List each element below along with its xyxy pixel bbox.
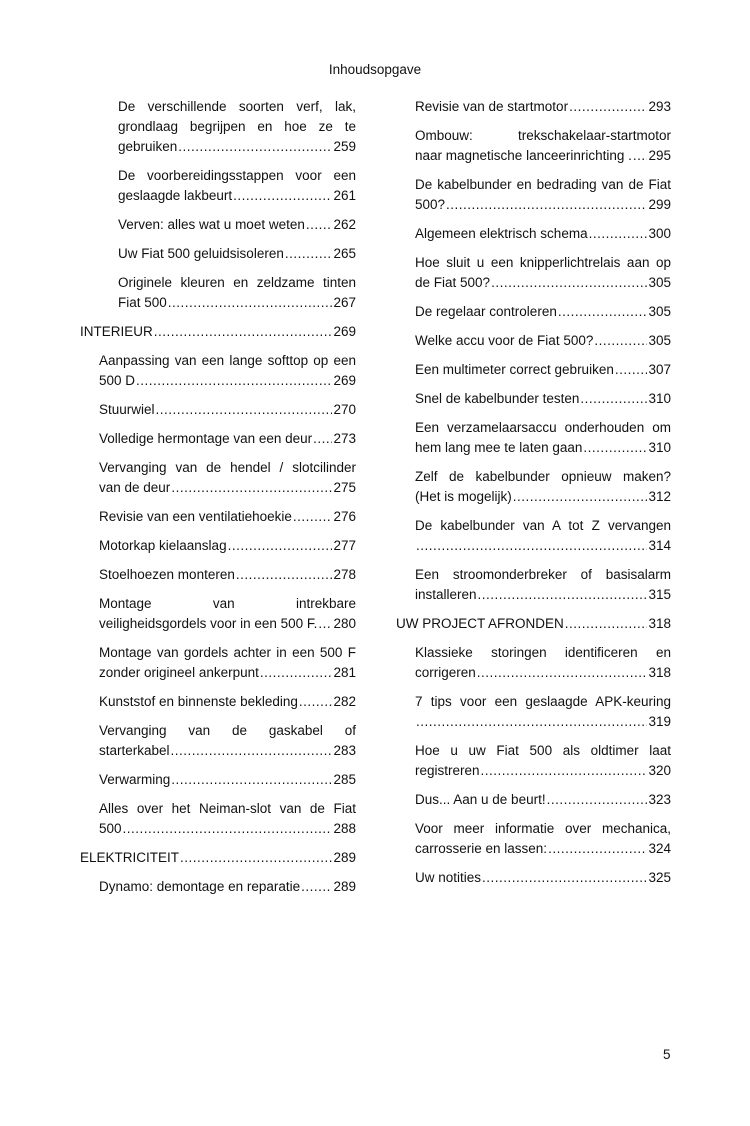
toc-entry-title-line: Een verzamelaarsaccu onderhouden om: [415, 420, 671, 435]
dot-leader: [477, 663, 648, 683]
toc-entry-title-line: Klassieke storingen identificeren en: [415, 645, 671, 660]
dot-leader: [416, 712, 647, 732]
toc-entry: [80, 721, 356, 761]
toc-entry-title: Dynamo: demontage en reparatie: [99, 879, 301, 894]
toc-entry-title: ELEKTRICITEIT: [80, 850, 180, 865]
toc-entry-title: de Fiat 500?: [415, 275, 491, 290]
toc-entry: [396, 126, 671, 166]
toc-right-column: [396, 97, 671, 897]
toc-entry: [396, 643, 671, 683]
dot-leader: [594, 331, 647, 351]
toc-entry-page: 289: [333, 850, 356, 865]
toc-entry-title: 500: [99, 821, 122, 836]
toc-entry-title: veiligheidsgordels voor in een 500 F.: [99, 616, 318, 631]
toc-entry: [80, 799, 356, 839]
toc-entry-title-line: Voor meer informatie over mechanica,: [415, 821, 671, 836]
toc-entry-title-line: De kabelbunder van A tot Z vervangen: [415, 518, 671, 533]
toc-entry-page: 285: [333, 772, 356, 787]
toc-entry-title: 500 D: [99, 373, 136, 388]
toc-entry-title: De regelaar controleren: [415, 304, 557, 319]
toc-entry-title-line: Originele kleuren en zeldzame tinten: [118, 275, 356, 290]
toc-entry-title-line: Zelf de kabelbunder opnieuw maken?: [415, 469, 671, 484]
dot-leader: [481, 761, 648, 781]
toc-entry-page: 262: [333, 217, 356, 232]
toc-entry: [396, 224, 671, 244]
toc-entry: [396, 302, 671, 322]
toc-entry: [80, 692, 356, 712]
toc-entry-page: 315: [648, 587, 671, 602]
toc-entry: [80, 458, 356, 498]
toc-entry-title: registreren: [415, 763, 480, 778]
dot-leader: [318, 614, 332, 634]
dot-leader: [260, 663, 333, 683]
dot-leader: [301, 877, 332, 897]
toc-entry-title: Fiat 500: [118, 295, 167, 310]
dot-leader: [416, 536, 647, 556]
toc-entry: [80, 351, 356, 391]
toc-entry-page: 305: [648, 275, 671, 290]
dot-leader: [233, 186, 332, 206]
toc-entry-title: starterkabel: [99, 743, 170, 758]
toc-entry-title: Welke accu voor de Fiat 500?: [415, 333, 594, 348]
toc-entry-title-line: Ombouw: trekschakelaar-startmotor: [415, 128, 671, 143]
toc-entry: [396, 565, 671, 605]
toc-entry-page: 323: [648, 792, 671, 807]
toc-entry: [396, 741, 671, 781]
toc-entry-page: 259: [333, 139, 356, 154]
toc-entry-title: Dus... Aan u de beurt!: [415, 792, 546, 807]
toc-entry: [80, 322, 356, 342]
toc-entry-page: 305: [648, 304, 671, 319]
dot-leader: [615, 360, 648, 380]
toc-entry: [80, 565, 356, 585]
toc-entry: [80, 877, 356, 897]
toc-entry-title: Motorkap kielaanslag: [99, 538, 227, 553]
toc-entry: [396, 360, 671, 380]
dot-leader: [299, 692, 333, 712]
toc-entry-title: Stuurwiel: [99, 402, 155, 417]
toc-entry-page: 307: [648, 362, 671, 377]
toc-entry: [396, 418, 671, 458]
dot-leader: [293, 507, 333, 527]
toc-entry-page: 280: [333, 616, 356, 631]
toc-entry-page: 281: [333, 665, 356, 680]
toc-entry-page: 273: [333, 431, 356, 446]
toc-entry: [396, 97, 671, 117]
toc-entry-page: 310: [648, 391, 671, 406]
toc-entry-page: 275: [333, 480, 356, 495]
toc-entry-title: Verven: alles wat u moet weten: [118, 217, 305, 232]
toc-entry-page: 310: [648, 440, 671, 455]
toc-entry-title: 500?: [415, 197, 446, 212]
toc-entry-title-line: Een stroomonderbreker of basisalarm: [415, 567, 671, 582]
toc-entry-page: 325: [648, 870, 671, 885]
toc-entry-title-line: Vervanging van de gaskabel of: [99, 723, 356, 738]
toc-entry-title: Verwarming: [99, 772, 171, 787]
toc-entry: [80, 536, 356, 556]
dot-leader: [123, 819, 333, 839]
toc-entry-page: 305: [648, 333, 671, 348]
dot-leader: [178, 137, 332, 157]
dot-leader: [168, 293, 333, 313]
toc-entry-title-line: 7 tips voor een geslaagde APK-keuring: [415, 694, 671, 709]
toc-entry: [80, 244, 356, 264]
dot-leader: [633, 146, 648, 166]
dot-leader: [478, 585, 648, 605]
dot-leader: [491, 273, 647, 293]
toc-entry-title-line: Montage van gordels achter in een 500 F: [99, 645, 356, 660]
dot-leader: [154, 322, 333, 342]
dot-leader: [547, 790, 648, 810]
toc-entry-title-line: De verschillende soorten verf, lak, grondlaag begrijpen en hoe ze te: [118, 99, 356, 134]
toc-entry-page: 289: [333, 879, 356, 894]
toc-entry-title-line: Vervanging van de hendel / slotcilinder: [99, 460, 356, 475]
toc-entry: [396, 331, 671, 351]
dot-leader: [313, 429, 332, 449]
dot-leader: [136, 371, 332, 391]
dot-leader: [548, 839, 647, 859]
toc-entry-page: 320: [648, 763, 671, 778]
toc-entry-page: 282: [333, 694, 356, 709]
toc-entry-page: 283: [333, 743, 356, 758]
toc-entry-page: 324: [648, 841, 671, 856]
toc-entry-title: van de deur: [99, 480, 171, 495]
toc-entry-page: 318: [648, 665, 671, 680]
dot-leader: [580, 389, 647, 409]
toc-entry: [396, 516, 671, 556]
toc-entry: [80, 215, 356, 235]
toc-entry-title: gebruiken: [118, 139, 178, 154]
dot-leader: [171, 478, 332, 498]
toc-entry-title: Algemeen elektrisch schema: [415, 226, 588, 241]
toc-entry-title: (Het is mogelijk): [415, 489, 512, 504]
dot-leader: [228, 536, 333, 556]
toc-entry-title: Uw Fiat 500 geluidsisoleren: [118, 246, 284, 261]
toc-entry: [80, 848, 356, 868]
toc-entry: [80, 429, 356, 449]
page-number: 5: [663, 1047, 671, 1062]
toc-entry-title: carrosserie en lassen:: [415, 841, 548, 856]
toc-entry-page: 288: [333, 821, 356, 836]
toc-left-column: [80, 97, 356, 906]
toc-entry-title-line: Alles over het Neiman-slot van de Fiat: [99, 801, 356, 816]
toc-entry: [80, 97, 356, 157]
toc-entry: [396, 868, 671, 888]
toc-entry-title: Snel de kabelbunder testen: [415, 391, 580, 406]
toc-entry: [80, 770, 356, 790]
dot-leader: [513, 487, 648, 507]
toc-entry-title: Volledige hermontage van een deur: [99, 431, 313, 446]
toc-entry-page: 269: [333, 324, 356, 339]
toc-entry-page: 299: [648, 197, 671, 212]
toc-entry: [396, 389, 671, 409]
toc-entry-page: 261: [333, 188, 356, 203]
toc-entry: [80, 400, 356, 420]
toc-entry-page: 270: [333, 402, 356, 417]
toc-entry: [80, 273, 356, 313]
toc-entry: [396, 790, 671, 810]
toc-entry-title-line: Aanpassing van een lange softtop op een: [99, 353, 356, 368]
toc-entry: [80, 507, 356, 527]
toc-entry: [396, 692, 671, 732]
toc-entry-title-line: Hoe u uw Fiat 500 als oldtimer laat: [415, 743, 671, 758]
dot-leader: [558, 302, 648, 322]
dot-leader: [171, 741, 333, 761]
toc-entry-title: Uw notities: [415, 870, 482, 885]
toc-entry-title: naar magnetische lanceerinrichting .: [415, 148, 632, 163]
dot-leader: [156, 400, 333, 420]
toc-entry: [396, 253, 671, 293]
toc-entry: [396, 614, 671, 634]
toc-entry-title: INTERIEUR: [80, 324, 153, 339]
toc-entry-page: 276: [333, 509, 356, 524]
toc-entry-page: 265: [333, 246, 356, 261]
toc-entry-title: zonder origineel ankerpunt: [99, 665, 259, 680]
toc-entry-title: hem lang mee te laten gaan: [415, 440, 583, 455]
toc-entry-page: 277: [333, 538, 356, 553]
toc-entry-page: 300: [648, 226, 671, 241]
dot-leader: [589, 224, 648, 244]
dot-leader: [306, 215, 333, 235]
dot-leader: [236, 565, 333, 585]
dot-leader: [180, 848, 332, 868]
toc-entry-page: 314: [648, 538, 671, 553]
dot-leader: [583, 438, 647, 458]
toc-entry-title: UW PROJECT AFRONDEN: [396, 616, 564, 631]
toc-entry-page: 318: [648, 616, 671, 631]
dot-leader: [446, 195, 647, 215]
toc-entry-page: 267: [333, 295, 356, 310]
toc-entry: [80, 166, 356, 206]
toc-entry-title: geslaagde lakbeurt: [118, 188, 233, 203]
dot-leader: [171, 770, 332, 790]
toc-entry-title-line: De voorbereidingsstappen voor een: [118, 168, 356, 183]
toc-entry: [396, 175, 671, 215]
dot-leader: [285, 244, 333, 264]
dot-leader: [569, 97, 647, 117]
toc-entry: [80, 643, 356, 683]
dot-leader: [565, 614, 648, 634]
toc-entry-title: Stoelhoezen monteren: [99, 567, 235, 582]
toc-entry-title: Kunststof en binnenste bekleding: [99, 694, 298, 709]
toc-entry-page: 278: [333, 567, 356, 582]
toc-entry-title: installeren: [415, 587, 477, 602]
page-header: Inhoudsopgave: [328, 62, 422, 77]
toc-entry-page: 312: [648, 489, 671, 504]
dot-leader: [482, 868, 647, 888]
toc-entry: [396, 819, 671, 859]
toc-entry-title: corrigeren: [415, 665, 476, 680]
toc-entry-page: 269: [333, 373, 356, 388]
toc-entry: [80, 594, 356, 634]
toc-entry-page: 319: [648, 714, 671, 729]
toc-entry-page: 295: [648, 148, 671, 163]
toc-entry: [396, 467, 671, 507]
toc-entry-page: 293: [648, 99, 671, 114]
toc-entry-title: Revisie van de startmotor: [415, 99, 569, 114]
toc-entry-title-line: Montage van intrekbare: [99, 596, 356, 611]
toc-entry-title-line: Hoe sluit u een knipperlichtrelais aan op: [415, 255, 671, 270]
toc-entry-title: Revisie van een ventilatiehoekie: [99, 509, 292, 524]
toc-entry-title-line: De kabelbunder en bedrading van de Fiat: [415, 177, 671, 192]
toc-entry-title: Een multimeter correct gebruiken: [415, 362, 614, 377]
